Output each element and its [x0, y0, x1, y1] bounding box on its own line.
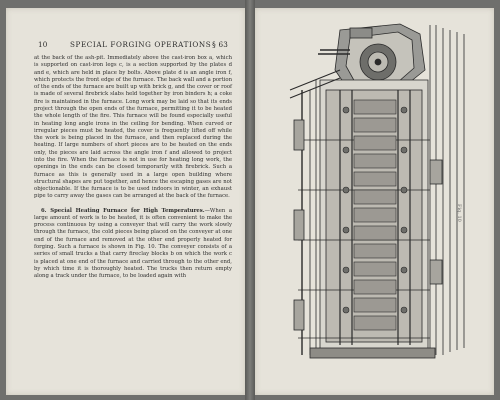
section-heading: 6. Special Heating Furnace for High Temperatures. [41, 207, 205, 214]
figure-label: Fig. 10 [456, 204, 462, 222]
running-title: SPECIAL FORGING OPERATIONS [70, 40, 212, 49]
paragraph-2 [34, 208, 232, 281]
page-number: 10 [38, 40, 48, 49]
furnace-illustration [280, 20, 470, 380]
section-mark: § 63 [212, 40, 228, 49]
running-head [38, 40, 228, 52]
paragraph-2-text: —When a large amount of work is to be heated, it is often convenient to make the process continuous by using a conveyer that will carry the work slowly through the furnace, the cold pieces being placed on the conveyer at one end of the furnace and removed at the other end properly heated for forging. Such a furnace is shown in Fig. 10. The conveyer consists of a series of small trucks a that carry fireclay blocks b on which the work c is placed at one end of the furnace and carried through to the other end, by which time it is thoroughly heated. The trucks then return empty along a track under the furnace, to be loaded again with [34, 207, 233, 280]
body-text [34, 55, 232, 280]
book-gutter [245, 0, 255, 400]
paragraph-1: at the back of the ash-pit. Immediately above the cast-iron box a, which is supported on cast-iron legs c, is a section supported by the plates d and e, which are held in place by bolts. Above plate d is an angle iron f, which protects the front edge of the furnace. The back wall and a portion of the ends of the furnace are built up with brick g, and the cover or roof is made of several firebrick slabs held together by iron binders h; a coke fire is maintained in the furnace. Long work may be laid so that its ends project through the open ends of the furnace, permitting it to be heated the whole length of the fire. This furnace will be found especially useful in heating long angle irons in the ceiling for bending. When curved or irregular pieces must be heated, the cover is frequently lifted off while the work is being placed in the furnace, and then replaced during the heating. If large numbers of short pieces are to be heated on the ends only, the pieces are laid across the angle iron f and allowed to project into the fire. When the furnace is not in use for heating long work, the openings in the ends can be closed temporarily with firebrick. Such a furnace as this is generally used in a large open building where structural shapes are put together, and hence the escaping gases are not objectionable. If the furnace is to be used indoors in winter, an exhaust pipe to carry away the gases can be arranged at the back of the furnace. [34, 55, 232, 200]
